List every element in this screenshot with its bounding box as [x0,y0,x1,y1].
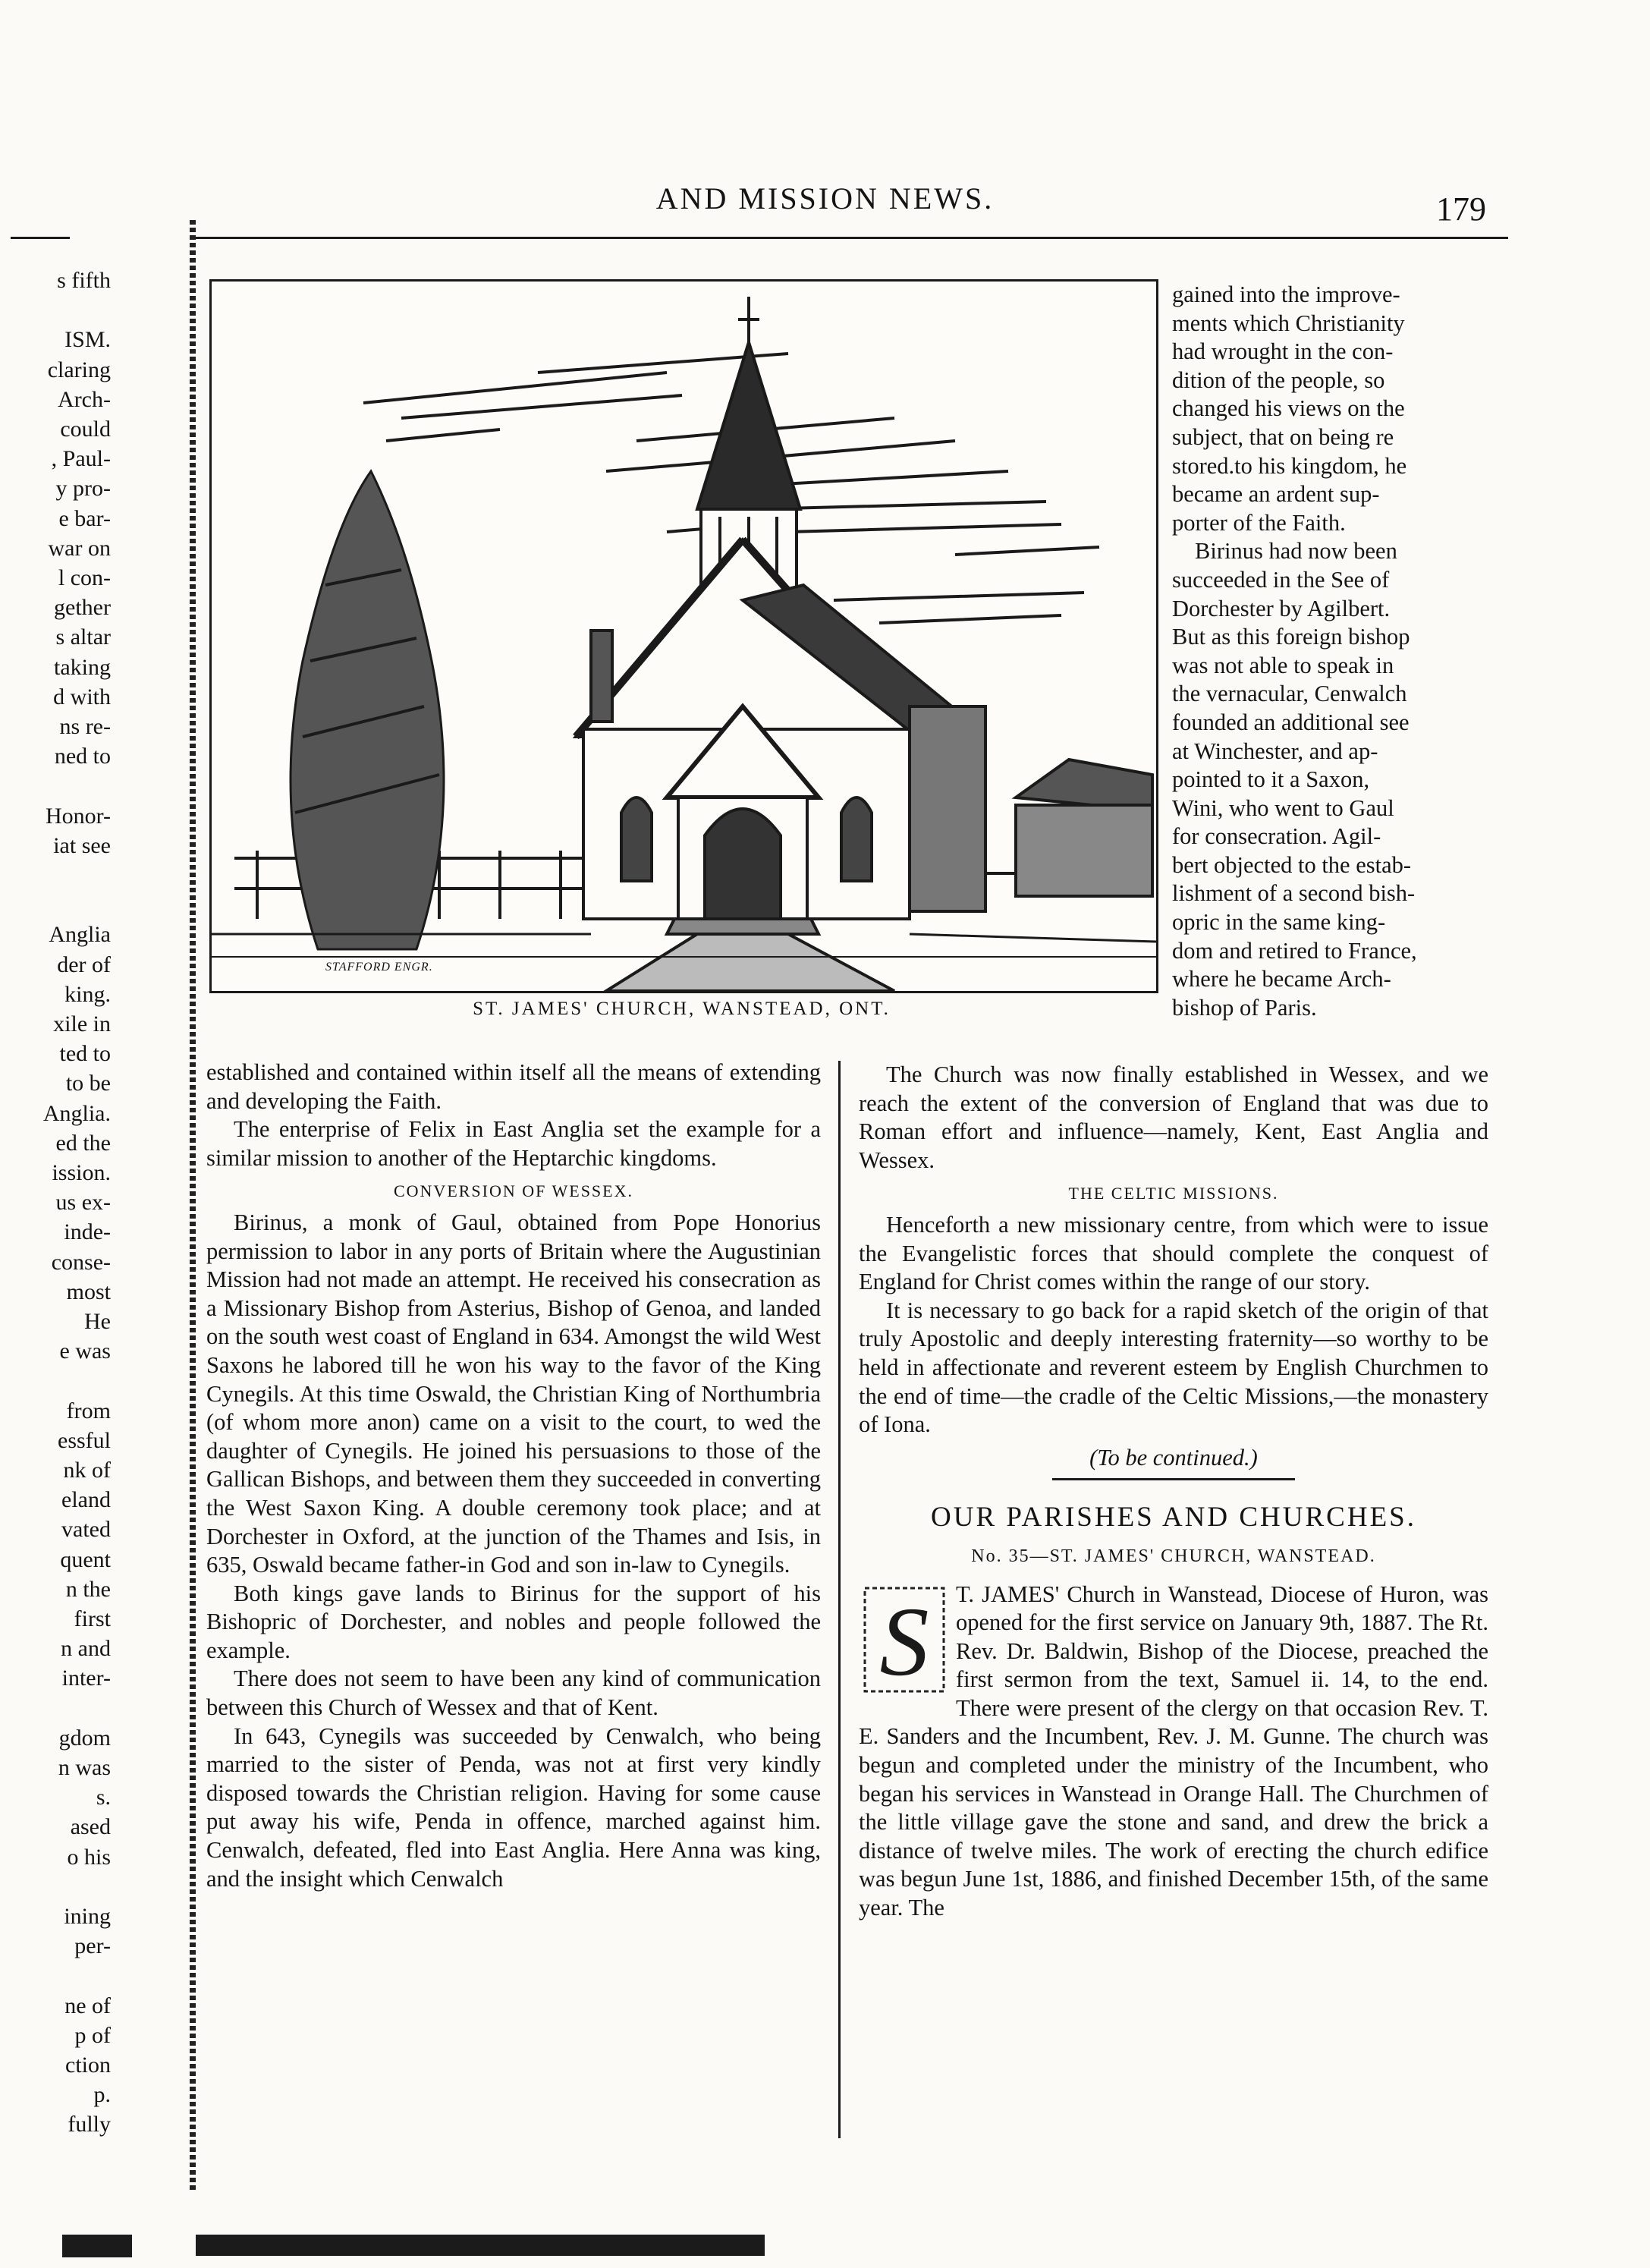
fragment-line: xile in [53,1011,111,1036]
fragment-line: d with [53,684,111,709]
header-rule [196,237,1508,239]
fragment-line: conse- [51,1249,111,1275]
fragment-line: king. [64,981,111,1007]
fragment-line: Anglia [49,922,111,948]
paragraph: T. JAMES' Church in Wanstead, Diocese of Huron, was opened for the first service on January 9th, 1887. The Rt. Rev. Dr. Baldwin, Bishop of the Diocese, preached the first sermon from the text, Samuel ii. 14, to the end. There were present of the clergy on that occasion Rev. T. E. Sanders and the Incumbent, Rev. J. M. Gunne. The church was begun and completed under the ministry of the Incumbent, who began his services in Wanstead in Orange Hall. The Churchmen of the little village gave the stone and sand, and drew the brick a distance of twelve miles. The work of erecting the church edifice was begun June 1st, 1886, and finished December 15th, of the same year. The [859,1581,1488,1921]
fragment-line: y pro- [55,476,111,502]
text-line: succeeded in the See of [1172,566,1390,593]
text-line: pointed to it a Saxon, [1172,766,1370,793]
text-line: subject, that on being re [1172,423,1394,450]
fragment-line: eland [61,1487,111,1513]
continued-note: (To be continued.) [1089,1444,1258,1471]
text-line: became an ardent sup- [1172,481,1380,508]
fragment-line: ed the [55,1130,111,1156]
fragment-line: ISM. [64,327,111,353]
text-line: at Winchester, and ap- [1172,738,1378,764]
text-line: ments which Christianity [1172,310,1405,336]
fragment-line: gdom [58,1725,111,1751]
church-illustration [209,279,1158,993]
fragment-line: ned to [54,744,111,769]
illustration-caption: ST. JAMES' CHURCH, WANSTEAD, ONT. [473,999,891,1019]
fragment-line: nk of [63,1458,111,1483]
ornamental-dropcap-s [859,1584,950,1697]
fragment-line: e bar- [58,505,111,531]
fragment-line: per- [74,1933,111,1959]
paragraph: Birinus, a monk of Gaul, obtained from Pope Honorius permission to labor in any ports of Britain where the Augustinian Mission had not made an attempt. He received his consecration as a Missionary Bishop from Asterius, Bishop of Genoa, and landed on the south west coast of England in 634. Amongst the wild West Saxons he labored till he won his way to the favor of the King Cynegils. At this time Oswald, the Christian King of Northumbria (of whom more anon) came on a visit to the court, to wed the daughter of Cynegils. He joined his persuasions to those of the Gallican Bishops, and between them they succeeded in converting the West Saxon King. A double ceremony took place; and at Dorchester in Oxford, at the junction of the Thames and Isis, in 635, Oswald became father-in God and son in-law to Cynegils. [206,1209,821,1578]
engraver-credit: STAFFORD ENGR. [325,961,433,974]
running-head: AND MISSION NEWS. [655,181,995,215]
text-line: Dorchester by Agilbert. [1172,595,1391,621]
fragment-line: claring [47,357,111,382]
fragment-line: He [84,1309,111,1334]
page-number: 179 [1436,190,1486,228]
left-column [206,1059,821,1893]
fragment-line: from [66,1398,111,1423]
text-line: bert objected to the estab- [1172,851,1412,878]
footer-bar [196,2235,765,2256]
fragment-line: ns re- [59,714,111,739]
section-subtitle: No. 35—ST. JAMES' CHURCH, WANSTEAD. [971,1546,1376,1566]
section-rule [1052,1478,1295,1480]
fragment-line: p of [74,2022,111,2048]
fragment-line: o his [67,1844,111,1870]
fragment-line: war on [48,535,111,561]
right-column [859,1061,1488,1923]
text-line: But as this foreign bishop [1172,624,1410,650]
fragment-line: n was [58,1755,111,1780]
fragment-line: us ex- [55,1190,111,1216]
fragment-line: l con- [58,565,111,590]
fragment-line: ted to [59,1041,111,1067]
fragment-line: ining [64,1904,111,1929]
fragment-line: s. [96,1785,111,1810]
fragment-line: ission. [52,1160,111,1185]
fragment-line: p. [93,2082,111,2108]
text-line: the vernacular, Cenwalch [1172,681,1407,707]
section-heading: THE CELTIC MISSIONS. [1068,1184,1279,1203]
church-engraving [212,282,1156,991]
fragment-line: essful [58,1427,111,1453]
text-line: gained into the improve- [1172,282,1400,307]
fragment-line: n the [65,1576,111,1602]
right-narrow-column [1172,281,1513,1022]
fragment-line: Arch- [58,386,111,412]
text-line: had wrought in the con- [1172,338,1394,365]
footer-bar-left [62,2235,132,2257]
paragraph: Henceforth a new missionary centre, from which were to issue the Evangelistic forces that should complete the conquest of England for Christ comes within the range of our story. [859,1211,1488,1295]
text-line: Wini, who went to Gaul [1172,794,1394,821]
paragraph: In 643, Cynegils was succeeded by Cenwalch, who being married to the sister of Penda, was not at first very kindly disposed towards the Christian religion. Having for some cause put away his wife, Penda in offence, marched against him. Cenwalch, defeated, fled into East Anglia. Here Anna was king, and the insight which Cenwalch [206,1722,821,1892]
fragment-line: first [74,1606,111,1631]
text-line: stored.to his kingdom, he [1172,452,1407,479]
fragment-line: vated [61,1517,111,1543]
text-line: porter of the Faith. [1172,509,1346,536]
fragment-line: der of [57,952,111,977]
fragment-line: taking [54,654,111,680]
text-line: Birinus had now been [1195,538,1397,565]
fragment-line: inter- [61,1666,111,1691]
text-line: bishop of Paris. [1172,994,1317,1021]
section-heading: CONVERSION OF WESSEX. [393,1181,633,1201]
fragment-line: , Paul- [51,446,111,472]
paragraph: established and contained within itself all the means of extending and developing the Faith. [206,1059,821,1114]
fragment-line: most [66,1279,111,1304]
fragment-line: Honor- [45,803,111,829]
text-line: opric in the same king- [1172,909,1386,936]
fragment-line: e was [59,1338,111,1364]
fragment-line: s fifth [57,268,111,293]
fragment-line: quent [60,1546,111,1572]
fragment-line: ased [70,1814,111,1840]
fragment-line: iat see [53,832,111,858]
fragment-line: fully [68,2112,111,2137]
fragment-line: ction [65,2053,111,2078]
fragment-line: to be [65,1071,111,1096]
paragraph: It is necessary to go back for a rapid sketch of the origin of that truly Apostolic and deeply interesting fraternity—so worthy to be held in affectionate and reverent esteem by English Churchmen to the end of time—the cradle of the Celtic Missions,—the monastery of Iona. [859,1297,1488,1438]
gutter-mark [190,220,196,2193]
paragraph: The enterprise of Felix in East Anglia set the example for a similar mission to another of the Heptarchic kingdoms. [206,1116,821,1171]
svg-text:S: S [879,1587,929,1697]
text-line: changed his views on the [1172,395,1405,422]
fragment-line: could [60,417,111,442]
fragment-line: s altar [55,624,111,650]
fragment-line: Anglia. [42,1100,111,1126]
left-fragment-rule [11,237,70,239]
paragraph: Both kings gave lands to Birinus for the support of his Bishopric of Dorchester, and nobles and people followed the example. [206,1580,821,1663]
section-title: OUR PARISHES AND CHURCHES. [931,1502,1416,1533]
paragraph: The Church was now finally established in Wessex, and we reach the extent of the conversion of England that was due to Roman effort and influence—namely, Kent, East Anglia and Wessex. [859,1062,1488,1173]
fragment-line: gether [54,595,111,621]
text-line: was not able to speak in [1172,652,1394,678]
text-line: dom and retired to France, [1172,937,1417,964]
fragment-line: inde- [64,1219,111,1245]
text-line: where he became Arch- [1172,966,1391,992]
text-line: dition of the people, so [1172,366,1385,393]
text-line: lishment of a second bish- [1172,880,1416,907]
column-divider [838,1061,841,2138]
text-line: for consecration. Agil- [1172,823,1381,850]
text-line: founded an additional see [1172,709,1410,735]
paragraph: There does not seem to have been any kind of communication between this Church of Wessex and that of Kent. [206,1666,821,1721]
fragment-line: n and [61,1636,111,1662]
fragment-line: ne of [64,1993,111,2018]
